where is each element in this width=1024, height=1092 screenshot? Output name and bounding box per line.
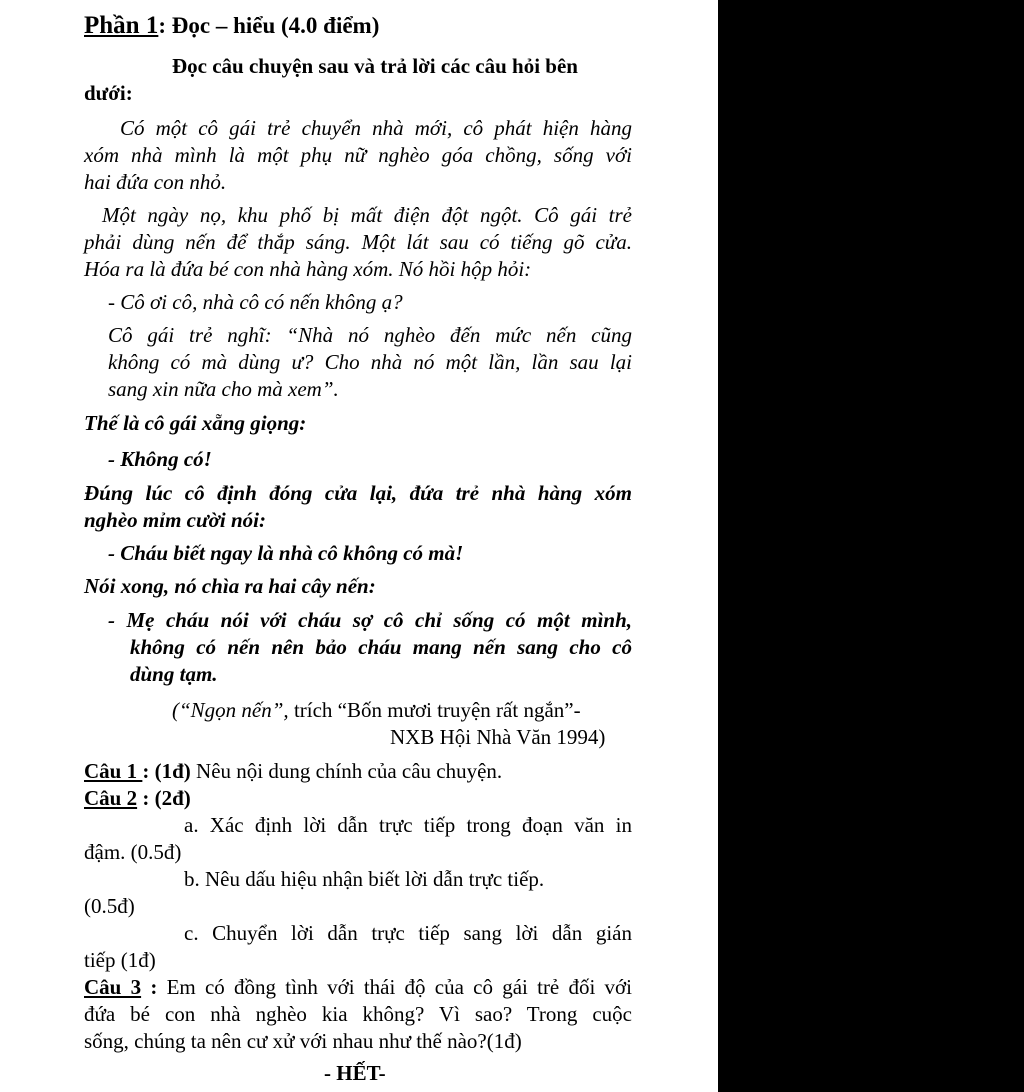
q3-sep: : — [141, 975, 158, 999]
bold-line-1: Thế là cô gái xẵng giọng: — [84, 411, 307, 435]
q1-points: (1đ) — [154, 759, 191, 783]
q2b-line-1: b. Nêu dấu hiệu nhận biết lời dẫn trực tiếp. — [184, 867, 545, 891]
question-3-line-3: sống, chúng ta nên cư xử với nhau như thế nào?(1đ) — [84, 1029, 522, 1053]
bold-line-8: không có nến nên bảo cháu mang nến sang cho cô — [130, 635, 632, 659]
end-marker: - HẾT- — [324, 1061, 386, 1085]
instruction-line-1: Đọc câu chuyện sau và trả lời các câu hỏi bên — [172, 54, 578, 78]
source-line-2: NXB Hội Nhà Văn 1994) — [390, 725, 606, 749]
bold-line-5: - Cháu biết ngay là nhà cô không có mà! — [108, 541, 464, 565]
story-p1-line-2: xóm nhà mình là một phụ nữ nghèo góa chồng, sống với — [84, 143, 632, 167]
part-title: : Đọc – hiểu (4.0 điểm) — [158, 13, 380, 38]
q2b-line-2: (0.5đ) — [84, 894, 135, 918]
story-p3-line-3: sang xin nữa cho mà xem”. — [108, 377, 339, 401]
part-heading — [84, 12, 632, 40]
bold-line-9: dùng tạm. — [130, 662, 218, 686]
instruction-line-2: dưới: — [84, 81, 133, 105]
bold-line-2: - Không có! — [108, 447, 212, 471]
story-p2-line-2: phải dùng nến để thắp sáng. Một lát sau có tiếng gõ cửa. — [84, 230, 632, 254]
question-3-line-1 — [84, 974, 632, 1001]
q1-label: Câu 1 — [84, 759, 143, 783]
story-p1-line-1: Có một cô gái trẻ chuyển nhà mới, cô phát hiện hàng — [120, 116, 632, 140]
question-3-line-2: đứa bé con nhà nghèo kia không? Vì sao? Trong cuộc — [84, 1002, 632, 1026]
bold-line-4: nghèo mỉm cười nói: — [84, 508, 266, 532]
q2-label: Câu 2 — [84, 786, 138, 810]
bold-line-7: - Mẹ cháu nói với cháu sợ cô chỉ sống có một mình, — [108, 608, 632, 632]
story-question: - Cô ơi cô, nhà cô có nến không ạ? — [108, 290, 403, 314]
bold-line-3: Đúng lúc cô định đóng cửa lại, đứa trẻ nhà hàng xóm — [84, 481, 632, 505]
black-side-panel — [718, 0, 1024, 1092]
source-title: (“Ngọn nến”, — [172, 698, 289, 722]
story-p3-line-2: không có mà dùng ư? Cho nhà nó một lần, lần sau lại — [108, 350, 632, 374]
story-p1-line-3: hai đứa con nhỏ. — [84, 170, 227, 194]
q2a-line-1: a. Xác định lời dẫn trực tiếp trong đoạn văn in — [184, 813, 632, 837]
source-line-1 — [172, 697, 632, 724]
q2-points: : (2đ) — [137, 786, 191, 810]
source-book: trích “Bốn mươi truyện rất ngắn”- — [288, 698, 581, 722]
q1-text: Nêu nội dung chính của câu chuyện. — [190, 759, 503, 783]
q3-text-1: Em có đồng tình với thái độ của cô gái trẻ đối với — [157, 975, 632, 999]
story-p3-line-1: Cô gái trẻ nghĩ: “Nhà nó nghèo đến mức nến cũng — [108, 323, 632, 347]
story-p2-line-3: Hóa ra là đứa bé con nhà hàng xóm. Nó hồi hộp hỏi: — [84, 257, 532, 281]
q2c-line-1: c. Chuyển lời dẫn trực tiếp sang lời dẫn gián — [184, 921, 632, 945]
question-1 — [84, 758, 632, 785]
q2a-line-2: đậm. (0.5đ) — [84, 840, 182, 864]
q3-label: Câu 3 — [84, 975, 142, 999]
q2c-line-2: tiếp (1đ) — [84, 948, 156, 972]
question-2 — [84, 785, 632, 812]
story-p2-line-1: Một ngày nọ, khu phố bị mất điện đột ngột. Cô gái trẻ — [102, 203, 632, 227]
bold-line-6: Nói xong, nó chìa ra hai cây nến: — [84, 574, 376, 598]
q1-sep: : — [142, 759, 155, 783]
part-label: Phần 1 — [84, 12, 159, 39]
